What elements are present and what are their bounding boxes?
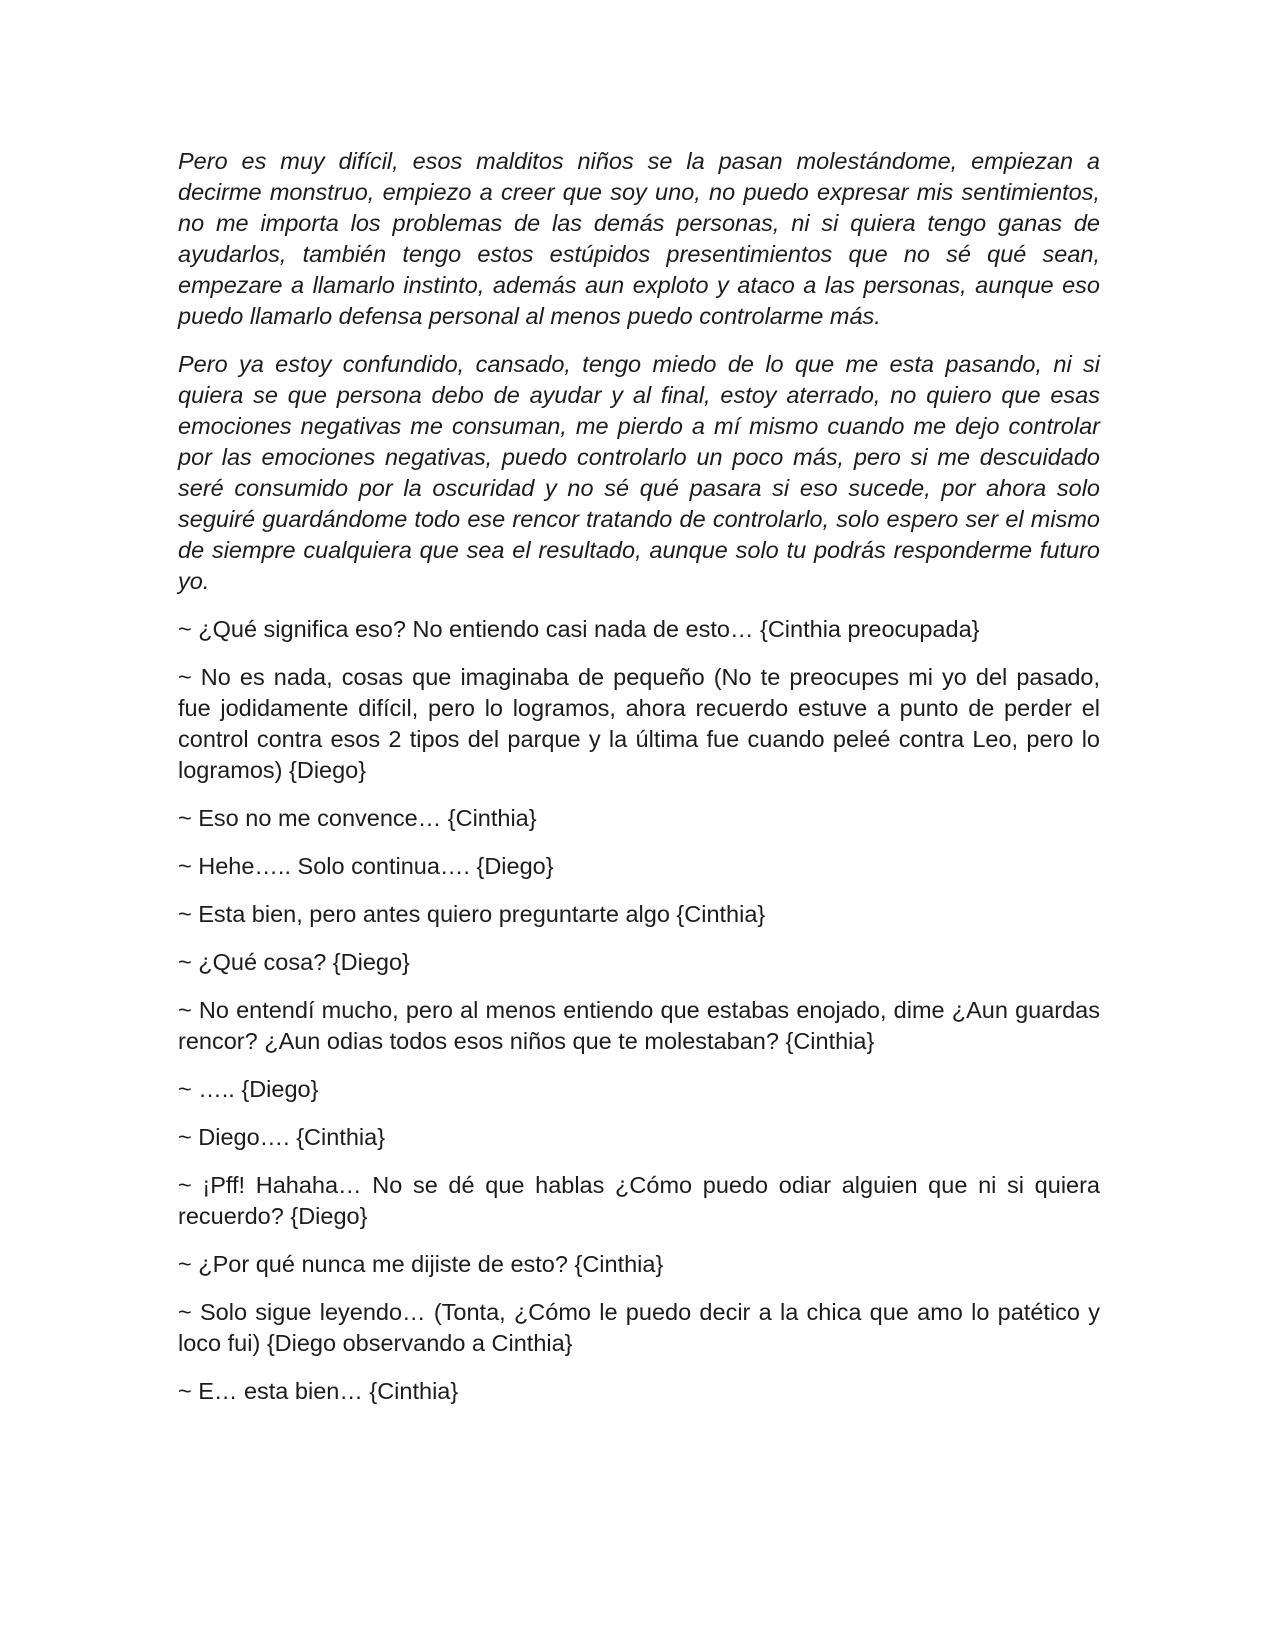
dialogue-line: ~ No es nada, cosas que imaginaba de pequeño (No te preocupes mi yo del pasado, fue jodidamente difícil, pero lo logramos, ahora recuerdo estuve a punto de perder el control contra esos 2 tipos del parque y la última fue cuando peleé contra Leo, pero lo logramos) {Diego} [178,664,1100,783]
dialogue-line: ~ E… esta bien… {Cinthia} [178,1378,459,1404]
dialogue-line: ~ ¿Qué cosa? {Diego} [178,949,410,975]
narrative-paragraph: Pero es muy difícil, esos malditos niños se la pasan molestándome, empiezan a decirme monstruo, empiezo a creer que soy uno, no puedo expresar mis sentimientos, no me importa los problemas de las demás personas, ni si quiera tengo ganas de ayudarlos, también tengo estos estúpidos presentimientos que no sé qué sean, empezare a llamarlo instinto, además aun exploto y ataco a las personas, aunque eso puedo llamarlo defensa personal al menos puedo controlarme más. [178,148,1100,329]
dialogue-line: ~ ¡Pff! Hahaha… No se dé que hablas ¿Cómo puedo odiar alguien que ni si quiera recuerdo? {Diego} [178,1172,1100,1229]
dialogue-line: ~ Hehe….. Solo continua…. {Diego} [178,853,554,879]
document-page [178,146,1100,1407]
dialogue-line: ~ Solo sigue leyendo… (Tonta, ¿Cómo le puedo decir a la chica que amo lo patético y loco fui) {Diego observando a Cinthia} [178,1299,1100,1356]
dialogue-line: ~ ¿Qué significa eso? No entiendo casi nada de esto… {Cinthia preocupada} [178,616,980,642]
dialogue-line: ~ No entendí mucho, pero al menos entiendo que estabas enojado, dime ¿Aun guardas rencor? ¿Aun odias todos esos niños que te molestaban? {Cinthia} [178,997,1100,1054]
narrative-paragraph: Pero ya estoy confundido, cansado, tengo miedo de lo que me esta pasando, ni si quiera se que persona debo de ayudar y al final, estoy aterrado, no quiero que esas emociones negativas me consuman, me pierdo a mí mismo cuando me dejo controlar por las emociones negativas, puedo controlarlo un poco más, pero si me descuidado seré consumido por la oscuridad y no sé qué pasara si eso sucede, por ahora solo seguiré guardándome todo ese rencor tratando de controlarlo, solo espero ser el mismo de siempre cualquiera que sea el resultado, aunque solo tu podrás responderme futuro yo. [178,351,1100,594]
dialogue-line: ~ Diego…. {Cinthia} [178,1124,386,1150]
dialogue-line: ~ ….. {Diego} [178,1076,319,1102]
dialogue-line: ~ Esta bien, pero antes quiero preguntarte algo {Cinthia} [178,901,766,927]
dialogue-line: ~ Eso no me convence… {Cinthia} [178,805,537,831]
dialogue-line: ~ ¿Por qué nunca me dijiste de esto? {Cinthia} [178,1251,664,1277]
